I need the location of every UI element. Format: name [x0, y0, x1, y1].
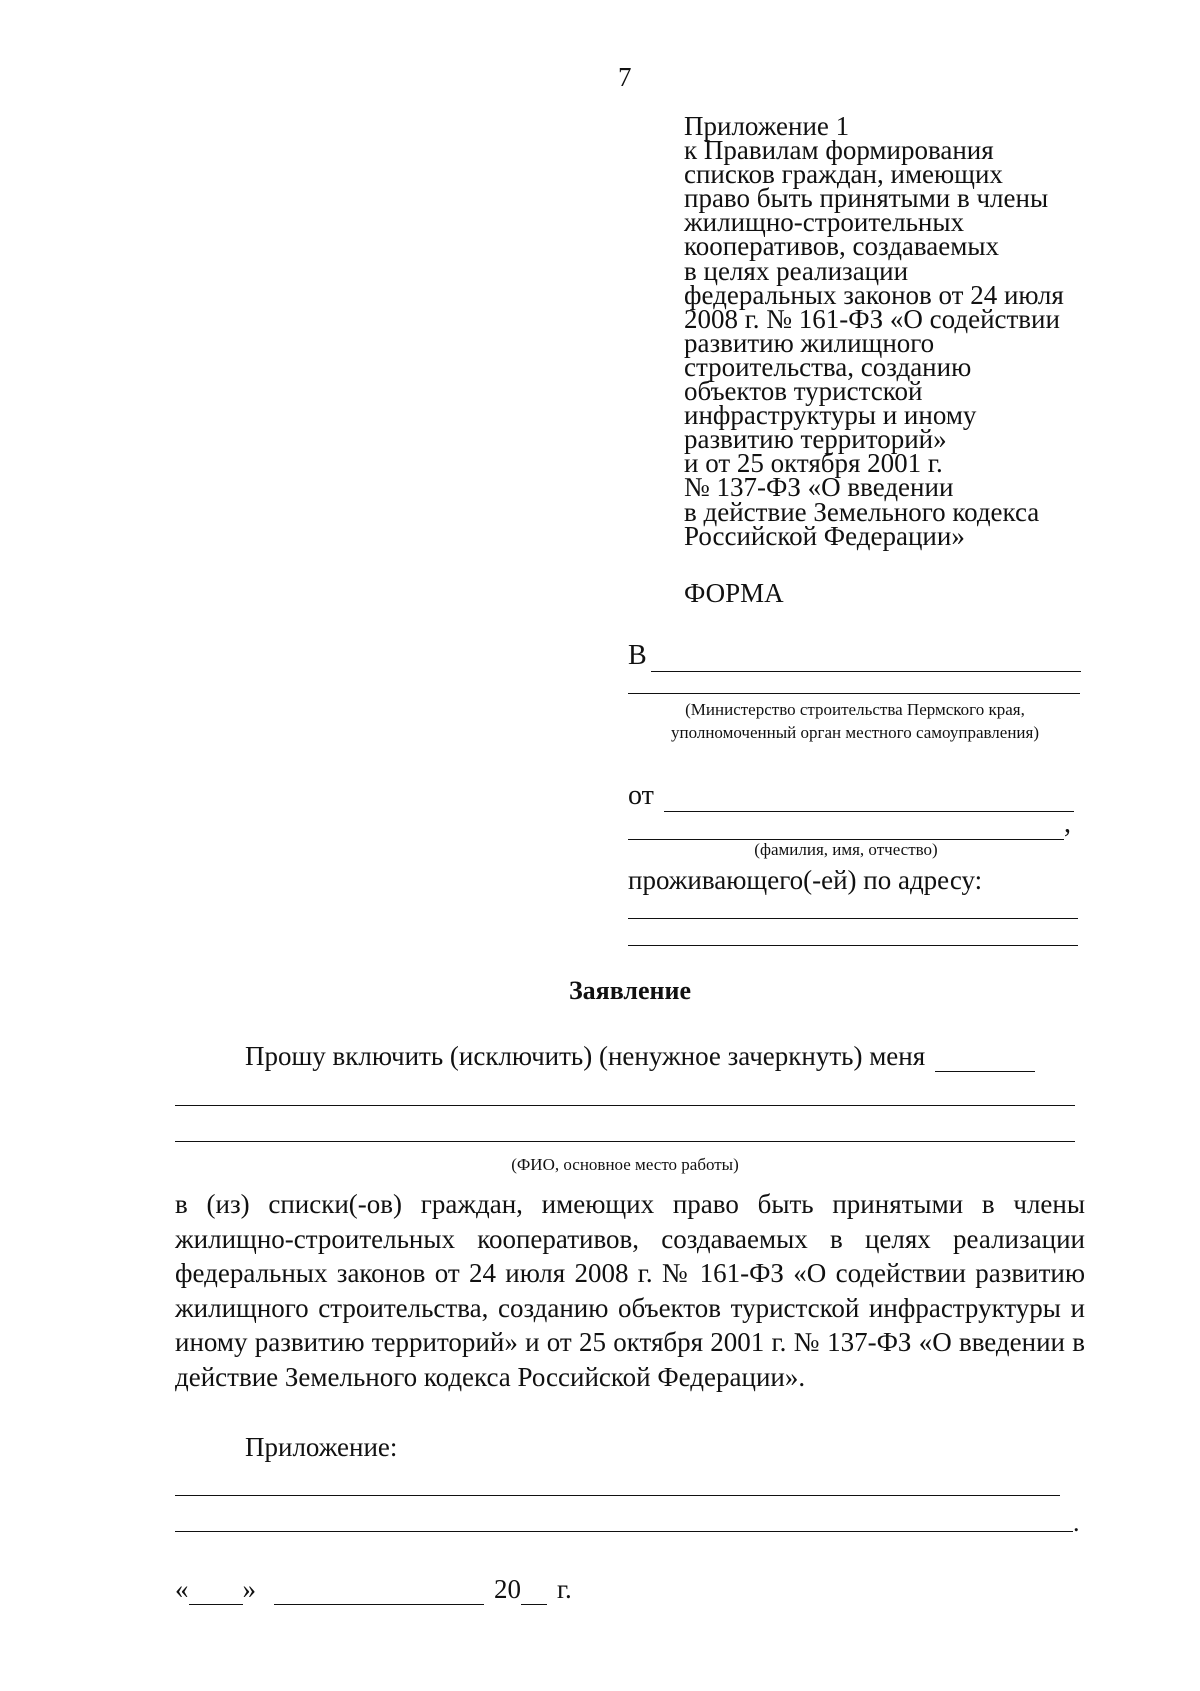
applicant-comma: , — [1064, 808, 1071, 839]
applicant-name-field-line2[interactable] — [628, 809, 1064, 840]
month-field[interactable] — [274, 1574, 484, 1605]
recipient-prefix: В — [628, 640, 647, 671]
appendix-header-line: жилищно-строительных — [684, 207, 964, 238]
recipient-caption — [620, 698, 1090, 744]
appendix-header-line: инфраструктуры и иному — [684, 400, 977, 431]
request-text: Прошу включить (исключить) (ненужное зачеркнуть) меня — [245, 1041, 926, 1071]
appendix-header-line: Российской Федерации» — [684, 520, 965, 551]
appendix-header-line: списков граждан, имеющих — [684, 159, 1003, 190]
attachment-label: Приложение: — [245, 1432, 398, 1462]
body-text: в (из) списки(-ов) граждан, имеющих право быть принятыми в члены жилищно-строительных кооперативов, создаваемых в целях реализации федеральных законов от 24 июля 2008 г. № 161-ФЗ «О содействии развитию жилищного строительства, созданию объектов туристской инфраструктуры и иному развитию территорий» и от 25 октября 2001 г. № 137-ФЗ «О введении в действие Земельного кодекса Российской Федерации». — [175, 1189, 1085, 1392]
fio-field[interactable] — [935, 1041, 1035, 1072]
appendix-header-line: строительства, созданию — [684, 351, 972, 382]
recipient-row — [628, 640, 1081, 672]
applicant-prefix: от — [628, 780, 654, 811]
year-prefix: 20 — [494, 1574, 521, 1604]
appendix-header-line: в действие Земельного кодекса — [684, 496, 1040, 527]
appendix-header-line: в целях реализации — [684, 255, 909, 286]
request-row — [245, 1040, 1035, 1072]
recipient-field[interactable] — [651, 641, 1081, 672]
attachment-field-line2[interactable] — [175, 1531, 1073, 1532]
fio-field-line2[interactable] — [175, 1105, 1075, 1106]
appendix-header-line: 2008 г. № 161-ФЗ «О содействии — [684, 303, 1060, 334]
year-suffix: г. — [557, 1574, 572, 1604]
date-close-quote: » — [242, 1574, 256, 1604]
day-field[interactable] — [189, 1574, 243, 1605]
appendix-header-line: и от 25 октября 2001 г. — [684, 448, 943, 479]
form-label: ФОРМА — [684, 578, 784, 608]
date-open-quote: « — [175, 1574, 189, 1604]
appendix-header-line: к Правилам формирования — [684, 135, 994, 166]
recipient-caption-line2: уполномоченный орган местного самоуправления) — [670, 723, 1040, 742]
appendix-header-line: развитию жилищного — [684, 327, 935, 358]
appendix-header — [684, 111, 1104, 551]
appendix-header-line: развитию территорий» — [684, 424, 947, 455]
fio-caption: (ФИО, основное место работы) — [511, 1155, 739, 1174]
page-number: 7 — [618, 62, 632, 92]
appendix-header-line: № 137-ФЗ «О введении — [684, 472, 954, 503]
appendix-header-line: кооперативов, создаваемых — [684, 231, 999, 262]
recipient-caption-line1: (Министерство строительства Пермского края, — [685, 700, 1025, 719]
appendix-header-line: федеральных законов от 24 июля — [684, 279, 1064, 310]
appendix-header-line: право быть принятыми в члены — [684, 183, 1049, 214]
year-field[interactable] — [521, 1574, 547, 1605]
recipient-field-line2[interactable] — [628, 693, 1080, 694]
date-row — [175, 1573, 572, 1605]
appendix-header-line: Приложение 1 — [684, 111, 850, 141]
applicant-caption: (фамилия, имя, отчество) — [754, 840, 938, 859]
appendix-header-line: объектов туристской — [684, 376, 923, 407]
attachment-end: . — [1073, 1508, 1080, 1537]
fio-field-line3[interactable] — [175, 1141, 1075, 1142]
address-field-line2[interactable] — [628, 945, 1078, 946]
address-label: проживающего(-ей) по адресу: — [628, 865, 983, 895]
applicant-row2 — [628, 808, 1071, 840]
attachment-field-line1[interactable] — [175, 1495, 1060, 1496]
address-field-line1[interactable] — [628, 918, 1078, 919]
document-title: Заявление — [568, 976, 692, 1005]
